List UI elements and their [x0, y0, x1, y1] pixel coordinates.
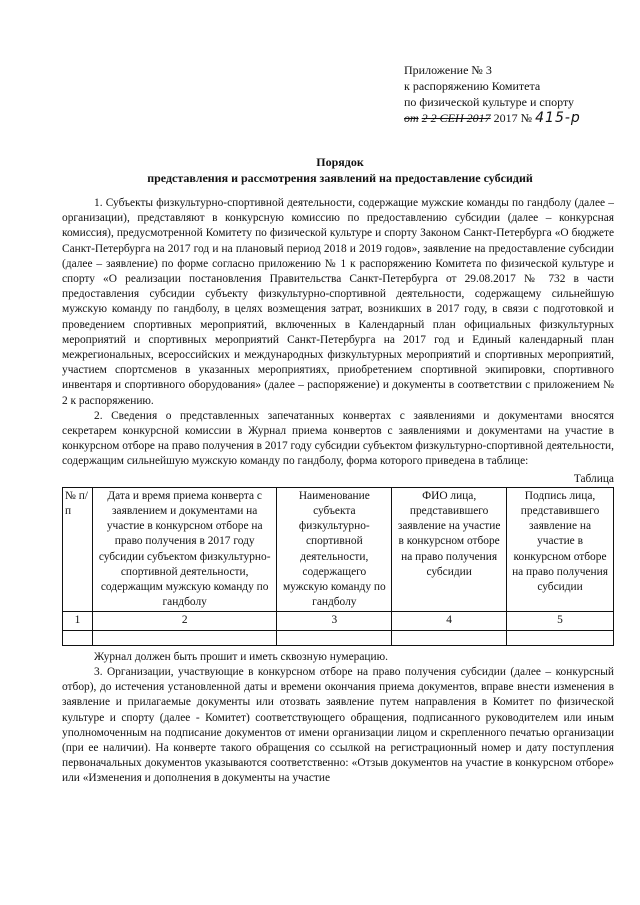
- table-row: [63, 630, 614, 645]
- empty-cell: [63, 630, 93, 645]
- column-number-5: 5: [507, 612, 614, 630]
- date-stamp: 2 2 СЕН 2017: [421, 111, 491, 125]
- appendix-date-line: [404, 110, 634, 126]
- header-date-time: Дата и время приема конверта с заявлением и документами на участие в конкурсном отборе на право получения в 2017 году субсидии субъектом физкультурно-спортивной деятельности, содержащим мужскую команду по гандболу: [92, 487, 276, 612]
- empty-cell: [92, 630, 276, 645]
- header-organization: Наименование субъекта физкультурно-спортивной деятельности, содержащего мужскую команду по гандболу: [277, 487, 392, 612]
- header-number: № п/п: [63, 487, 93, 612]
- table-row: [63, 612, 614, 630]
- column-number-1: 1: [63, 612, 93, 630]
- column-number-2: 2: [92, 612, 276, 630]
- document-subtitle: представления и рассмотрения заявлений на предоставление субсидий: [147, 171, 533, 185]
- empty-cell: [507, 630, 614, 645]
- paragraph-journal-note: Журнал должен быть прошит и иметь сквозную нумерацию.: [94, 650, 388, 663]
- appendix-line-1: Приложение № 3: [404, 63, 492, 77]
- date-year: 2017 №: [493, 111, 533, 125]
- date-prefix: от: [404, 111, 419, 125]
- table-header-row: [63, 487, 614, 612]
- header-full-name: ФИО лица, представившего заявление на участие в конкурсном отборе на право получения субсидии: [392, 487, 507, 612]
- appendix-line-3: по физической культуре и спорту: [404, 95, 575, 109]
- order-number-handwritten: 415-р: [535, 110, 581, 126]
- appendix-header: [404, 62, 634, 126]
- document-body: [62, 196, 614, 787]
- empty-cell: [392, 630, 507, 645]
- column-number-3: 3: [277, 612, 392, 630]
- header-signature: Подпись лица, представившего заявление на участие в конкурсном отборе на право получения субсидии: [507, 487, 614, 612]
- paragraph-2: 2. Сведения о представленных запечатанных конвертах с заявлениями и документами вносятся секретарем конкурсной комиссии в Журнал приема конвертов с заявлениями и документами на участие в конкурсном отборе на право получения в 2017 году субсидии субъектом физкультурно-спортивной деятельности, содержащим сильнейшую мужскую команду по гандболу, форма которого приведена в таблице:: [62, 409, 614, 468]
- journal-table: [62, 487, 614, 646]
- document-title: Порядок: [316, 155, 364, 169]
- paragraph-1: 1. Субъекты физкультурно-спортивной деятельности, содержащие мужские команды по гандболу (далее – организации), представляют в конкурсную комиссию по предоставлению субсидии (далее – конкурсная комиссия), предусмотренной Комитету по физической культуре и спорту Законом Санкт-Петербурга «О бюджете Санкт-Петербурга на 2017 год и на плановый период 2018 и 2019 годов», заявление на предоставление субсидии (далее – заявление) по форме согласно приложению № 1 к распоряжению Комитета по физической культуре и спорту «О реализации постановления Правительства Санкт-Петербурга от 29.08.2017 № 732 в части предоставления субсидии субъекту физкультурно-спортивной деятельности, содержащему сильнейшую мужскую команду по гандболу, в целях возмещения затрат, возникших в 2017 году, в связи с подготовкой и проведением спортивных мероприятий, включенных в Календарный план официальных физкультурных мероприятий и спортивных мероприятий Санкт-Петербурга на 2017 год и Единый календарный план межрегиональных, всероссийских и международных физкультурных мероприятий и спортивных мероприятий, участием спортсменов в указанных мероприятиях, приобретением спортивной экипировки, спортивного инвентаря и спортивного оборудования» (далее – распоряжение) и документы в соответствии с приложением № 2 к распоряжению.: [62, 197, 614, 407]
- column-number-4: 4: [392, 612, 507, 630]
- table-caption: Таблица: [573, 472, 614, 485]
- paragraph-3: 3. Организации, участвующие в конкурсном отборе на право получения субсидии (далее – конкурсный отбор), до истечения установленной даты и времени окончания приема документов, вправе внести изменения в заявление и прилагаемые документы или отозвать заявление путем направления в Комитет по физической культуре и спорту (далее - Комитет) соответствующего обращения, подписанного руководителем или иным уполномоченным на подписание документов от имени организации лицом и скрепленного печатью организации (при ее наличии). На конверте такого обращения со ссылкой на регистрационный номер и дату поступления первоначальных документов указываются соответственно: «Отзыв документов на участие в конкурсном отборе» или «Изменения и дополнения в документы на участие: [62, 665, 614, 785]
- appendix-line-2: к распоряжению Комитета: [404, 79, 541, 93]
- empty-cell: [277, 630, 392, 645]
